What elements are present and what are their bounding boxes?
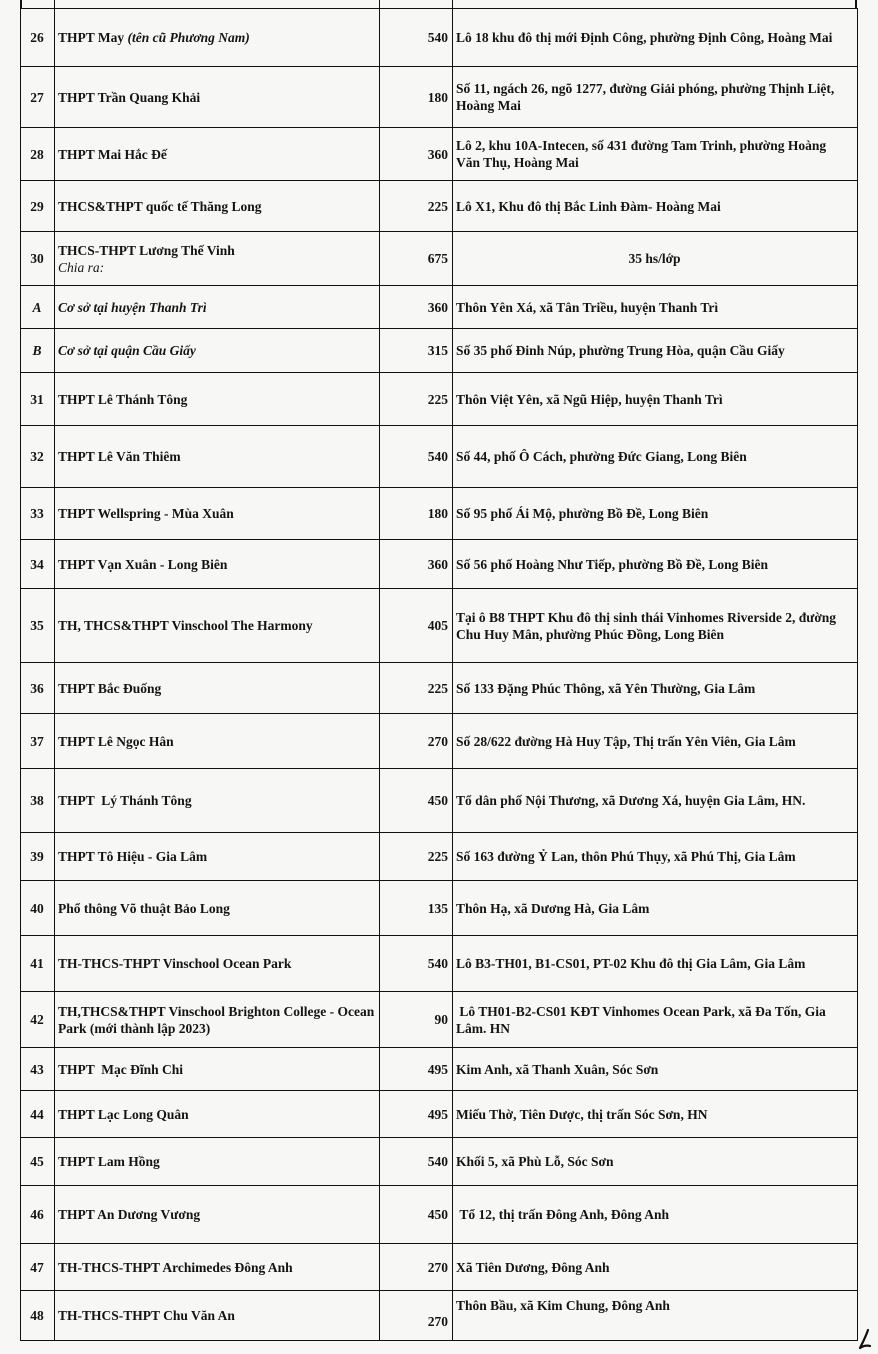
quota-value: 180: [380, 488, 453, 540]
quota-value: 90: [380, 992, 453, 1048]
quota-value: 360: [380, 286, 453, 329]
school-address: Tại ô B8 THPT Khu đô thị sinh thái Vinhomes Riverside 2, đường Chu Huy Mân, phường Phúc Đồng, Long Biên: [453, 589, 858, 663]
school-name-subnote: Chia ra:: [58, 259, 105, 275]
quota-value: 405: [380, 589, 453, 663]
school-address: Số 44, phố Ô Cách, phường Đức Giang, Long Biên: [453, 426, 858, 488]
row-number: 35: [21, 589, 55, 663]
school-name: TH, THCS&THPT Vinschool The Harmony: [55, 589, 380, 663]
row-number: 39: [21, 833, 55, 881]
school-name: THPT Tô Hiệu - Gia Lâm: [55, 833, 380, 881]
table-row: [21, 1291, 858, 1341]
row-number: 34: [21, 540, 55, 589]
school-address: Lô 18 khu đô thị mới Định Công, phường Định Công, Hoàng Mai: [453, 9, 858, 67]
table-row: [21, 881, 858, 936]
row-number: 26: [21, 9, 55, 67]
quota-value: 675: [380, 232, 453, 286]
table-row: [21, 936, 858, 992]
quota-value: 360: [380, 128, 453, 181]
row-number: 31: [21, 373, 55, 426]
table-row: [21, 9, 858, 67]
school-address: Khối 5, xã Phù Lỗ, Sóc Sơn: [453, 1138, 858, 1186]
school-name: [55, 232, 380, 286]
row-number: 37: [21, 714, 55, 769]
table-row: [21, 1244, 858, 1291]
school-address: Tổ 12, thị trấn Đông Anh, Đông Anh: [453, 1186, 858, 1244]
table-row: [21, 714, 858, 769]
school-address: Số 56 phố Hoàng Như Tiếp, phường Bồ Đề, Long Biên: [453, 540, 858, 589]
quota-value: 270: [380, 1291, 453, 1341]
school-name-text: THPT May: [58, 30, 128, 45]
school-address: Số 95 phố Ái Mộ, phường Bồ Đề, Long Biên: [453, 488, 858, 540]
quota-value: 315: [380, 329, 453, 373]
school-name: THPT Lý Thánh Tông: [55, 769, 380, 833]
column-divider: [54, 0, 55, 8]
row-number: 28: [21, 128, 55, 181]
school-name: THPT Vạn Xuân - Long Biên: [55, 540, 380, 589]
school-address: Thôn Yên Xá, xã Tân Triều, huyện Thanh Trì: [453, 286, 858, 329]
quota-value: 540: [380, 1138, 453, 1186]
school-address: Số 133 Đặng Phúc Thông, xã Yên Thường, Gia Lâm: [453, 663, 858, 714]
table-row: [21, 1138, 858, 1186]
table-row: [21, 1091, 858, 1138]
table-row: [21, 992, 858, 1048]
table-row: [21, 181, 858, 232]
row-number: 46: [21, 1186, 55, 1244]
table-row: [21, 1048, 858, 1091]
school-name: TH-THCS-THPT Vinschool Ocean Park: [55, 936, 380, 992]
school-name: THPT Lê Thánh Tông: [55, 373, 380, 426]
pen-mark-icon: [854, 1328, 872, 1352]
row-number: B: [21, 329, 55, 373]
row-number: 27: [21, 67, 55, 128]
school-address: 35 hs/lớp: [453, 232, 858, 286]
school-address: Thôn Hạ, xã Dương Hà, Gia Lâm: [453, 881, 858, 936]
school-address: Số 35 phố Đinh Núp, phường Trung Hòa, quận Cầu Giấy: [453, 329, 858, 373]
table-row: [21, 67, 858, 128]
table-row: [21, 833, 858, 881]
school-name: TH-THCS-THPT Archimedes Đông Anh: [55, 1244, 380, 1291]
row-number: 29: [21, 181, 55, 232]
quota-value: 225: [380, 181, 453, 232]
table-row: [21, 488, 858, 540]
school-address: Thôn Bầu, xã Kim Chung, Đông Anh: [453, 1291, 858, 1341]
quota-value: 270: [380, 714, 453, 769]
row-number: 48: [21, 1291, 55, 1341]
school-name: THPT Lạc Long Quân: [55, 1091, 380, 1138]
school-name: THPT Bắc Đuống: [55, 663, 380, 714]
column-divider: [379, 0, 380, 8]
previous-row-remnant: [20, 0, 857, 8]
school-name: [55, 9, 380, 67]
column-divider: [452, 0, 453, 8]
row-number: 32: [21, 426, 55, 488]
quota-value: 270: [380, 1244, 453, 1291]
table-row: [21, 540, 858, 589]
school-name: THPT Mạc Đĩnh Chi: [55, 1048, 380, 1091]
school-name: THPT Lê Ngọc Hân: [55, 714, 380, 769]
quota-value: 225: [380, 833, 453, 881]
school-name: THPT An Dương Vương: [55, 1186, 380, 1244]
quota-value: 180: [380, 67, 453, 128]
school-name: THPT Lam Hồng: [55, 1138, 380, 1186]
table-row: [21, 232, 858, 286]
table-row: [21, 1186, 858, 1244]
quota-value: 540: [380, 426, 453, 488]
row-number: 44: [21, 1091, 55, 1138]
school-address: Kim Anh, xã Thanh Xuân, Sóc Sơn: [453, 1048, 858, 1091]
row-number: 33: [21, 488, 55, 540]
school-address: Lô 2, khu 10A-Intecen, số 431 đường Tam Trinh, phường Hoàng Văn Thụ, Hoàng Mai: [453, 128, 858, 181]
table-row: [21, 128, 858, 181]
school-name: Cơ sở tại quận Cầu Giấy: [55, 329, 380, 373]
school-address: Xã Tiên Dương, Đông Anh: [453, 1244, 858, 1291]
row-number: 41: [21, 936, 55, 992]
school-address: Lô X1, Khu đô thị Bắc Linh Đàm- Hoàng Mai: [453, 181, 858, 232]
school-address: Số 163 đường Ỷ Lan, thôn Phú Thụy, xã Phú Thị, Gia Lâm: [453, 833, 858, 881]
quota-value: 135: [380, 881, 453, 936]
school-name: TH-THCS-THPT Chu Văn An: [55, 1291, 380, 1341]
school-name: Phổ thông Võ thuật Bảo Long: [55, 881, 380, 936]
school-quota-table: [20, 8, 858, 1341]
row-number: A: [21, 286, 55, 329]
table-row: [21, 769, 858, 833]
row-number: 45: [21, 1138, 55, 1186]
table-row: [21, 589, 858, 663]
table-row: [21, 329, 858, 373]
school-address: Lô TH01-B2-CS01 KĐT Vinhomes Ocean Park, xã Đa Tốn, Gia Lâm. HN: [453, 992, 858, 1048]
school-address: Tổ dân phố Nội Thương, xã Dương Xá, huyện Gia Lâm, HN.: [453, 769, 858, 833]
table-row: [21, 663, 858, 714]
quota-value: 495: [380, 1091, 453, 1138]
school-address: Lô B3-TH01, B1-CS01, PT-02 Khu đô thị Gia Lâm, Gia Lâm: [453, 936, 858, 992]
school-name: THPT Lê Văn Thiêm: [55, 426, 380, 488]
quota-value: 225: [380, 373, 453, 426]
school-name: THPT Mai Hắc Đế: [55, 128, 380, 181]
row-number: 38: [21, 769, 55, 833]
row-number: 36: [21, 663, 55, 714]
row-number: 47: [21, 1244, 55, 1291]
school-address: Số 28/622 đường Hà Huy Tập, Thị trấn Yên Viên, Gia Lâm: [453, 714, 858, 769]
quota-value: 225: [380, 663, 453, 714]
school-name: THPT Trần Quang Khải: [55, 67, 380, 128]
school-name: TH,THCS&THPT Vinschool Brighton College - Ocean Park (mới thành lập 2023): [55, 992, 380, 1048]
school-address: Thôn Việt Yên, xã Ngũ Hiệp, huyện Thanh Trì: [453, 373, 858, 426]
school-name-text: THCS-THPT Lương Thế Vinh: [58, 242, 235, 258]
quota-value: 450: [380, 1186, 453, 1244]
school-name: THCS&THPT quốc tế Thăng Long: [55, 181, 380, 232]
school-name-note: (tên cũ Phương Nam): [127, 30, 250, 45]
row-number: 40: [21, 881, 55, 936]
quota-value: 495: [380, 1048, 453, 1091]
table-row: [21, 373, 858, 426]
quota-value: 540: [380, 9, 453, 67]
quota-value: 540: [380, 936, 453, 992]
table-row: [21, 286, 858, 329]
school-address: Miếu Thờ, Tiên Dược, thị trấn Sóc Sơn, HN: [453, 1091, 858, 1138]
row-number: 42: [21, 992, 55, 1048]
school-name: THPT Wellspring - Mùa Xuân: [55, 488, 380, 540]
row-number: 30: [21, 232, 55, 286]
quota-value: 450: [380, 769, 453, 833]
quota-value: 360: [380, 540, 453, 589]
school-name: Cơ sở tại huyện Thanh Trì: [55, 286, 380, 329]
school-address: Số 11, ngách 26, ngõ 1277, đường Giải phóng, phường Thịnh Liệt, Hoàng Mai: [453, 67, 858, 128]
table-row: [21, 426, 858, 488]
row-number: 43: [21, 1048, 55, 1091]
